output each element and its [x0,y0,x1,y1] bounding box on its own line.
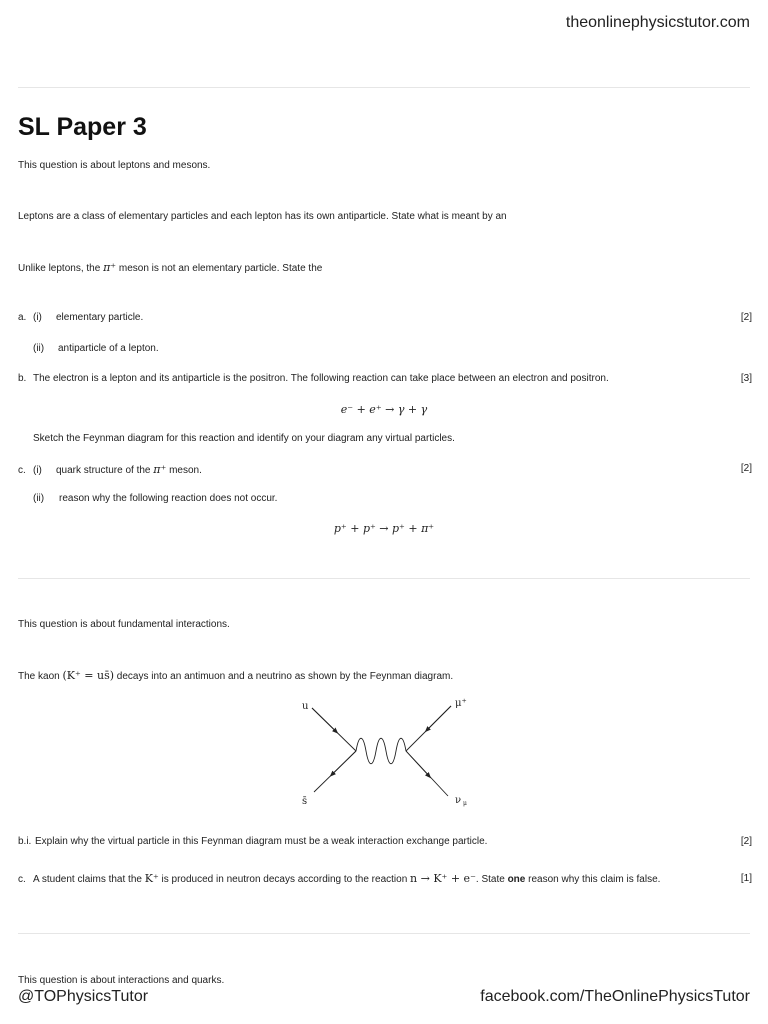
q1-c-i-pre: quark structure of the [56,465,154,476]
q2-bi-text: Explain why the virtual particle in this Feynman diagram must be a weak interaction exchange particle. [35,836,488,847]
divider [18,578,750,579]
q1-a-ii-label: (ii) [33,343,45,354]
nu-label: ν [455,795,462,806]
q1-c-label: c. [18,465,26,476]
sbar-quark-arrow [332,751,356,775]
q2-c-math2: n → K⁺ + e⁻ [410,872,476,885]
q2-c-bold: one [507,874,526,885]
q1-stem-c-post: meson is not an elementary particle. State the [116,263,323,274]
q2-kaon-pre: The kaon [18,671,63,682]
q1-b-mark: [3] [740,373,752,384]
q1-a-ii [33,343,159,354]
q2-kaon-post: decays into an antimuon and a neutrino as shown by the Feynman diagram. [114,671,454,682]
footer-twitter[interactable]: @TOPhysicsTutor [18,988,149,1005]
q1-c-i-label: (i) [33,465,42,476]
q2-kaon-stem [18,669,453,682]
q1-c-ii-text: reason why the following reaction does not occur. [59,493,278,504]
q1-c-ii-label: (ii) [33,493,45,504]
w-boson-propagator [356,738,406,764]
q2-c-post: reason why this claim is false. [525,874,661,885]
divider [18,933,750,934]
q3-intro: This question is about interactions and quarks. [18,975,225,986]
q2-c-label: c. [18,874,26,885]
q2-c [18,872,660,885]
q1-a-mark: [2] [740,312,752,323]
nu-sub-label: μ [463,800,467,807]
divider [18,87,750,88]
q2-c-mark: [1] [740,873,752,884]
q1-a-i [18,312,143,323]
q2-b-i [18,836,487,847]
q1-b-equation: e⁻ + e⁺ → γ + γ [340,403,428,416]
q1-b-label: b. [18,373,27,384]
q2-c-mid2: . State [475,874,508,885]
q1-stem-c [18,261,322,274]
q1-a-ii-text: antiparticle of a lepton. [58,343,159,354]
neutrino-arrow [406,751,429,776]
footer-facebook[interactable]: facebook.com/TheOnlinePhysicsTutor [480,988,750,1005]
q1-c-mark: [2] [740,463,752,474]
q2-bi-label: b.i. [18,836,32,847]
antimuon-arrow [427,706,451,730]
q2-c-mid: is produced in neutron decays according to the reaction [158,874,411,885]
mu-label: μ⁺ [455,698,467,709]
q1-c-equation: p⁺ + p⁺ → p⁺ + π⁺ [333,522,435,535]
q1-stem-c-pre: Unlike leptons, the [18,263,104,274]
q1-stem-a: Leptons are a class of elementary particles and each lepton has its own antiparticle. State what is meant by an [18,211,507,222]
q1-a-label: a. [18,312,27,323]
q1-b-sketch: Sketch the Feynman diagram for this reaction and identify on your diagram any virtual particles. [33,433,455,444]
feynman-diagram [296,694,476,812]
u-quark-arrow [312,708,336,732]
q1-a-i-label: (i) [33,312,42,323]
q1-b-text: The electron is a lepton and its antiparticle is the positron. The following reaction can take place between an electron and positron. [33,373,609,384]
q1-c-i-post: meson. [166,465,202,476]
u-label: u [302,701,309,712]
q1-c-ii [33,493,277,504]
q2-kaon-math: (K⁺ = us̄) [62,669,115,682]
q2-c-math1: K⁺ [144,872,159,885]
q2-intro: This question is about fundamental interactions. [18,619,230,630]
q2-c-pre: A student claims that the [33,874,145,885]
site-url: theonlinephysicstutor.com [565,14,750,31]
page-title: SL Paper 3 [18,113,147,141]
q1-c-i [18,463,202,476]
q1-b [18,373,609,384]
q1-a-i-text: elementary particle. [56,312,144,323]
q2-bi-mark: [2] [740,836,752,847]
q1-stem-c-math: π⁺ [103,261,117,274]
q1-c-i-math: π⁺ [153,463,167,476]
q1-intro: This question is about leptons and mesons. [18,160,211,171]
sbar-label: s̄ [302,796,308,807]
